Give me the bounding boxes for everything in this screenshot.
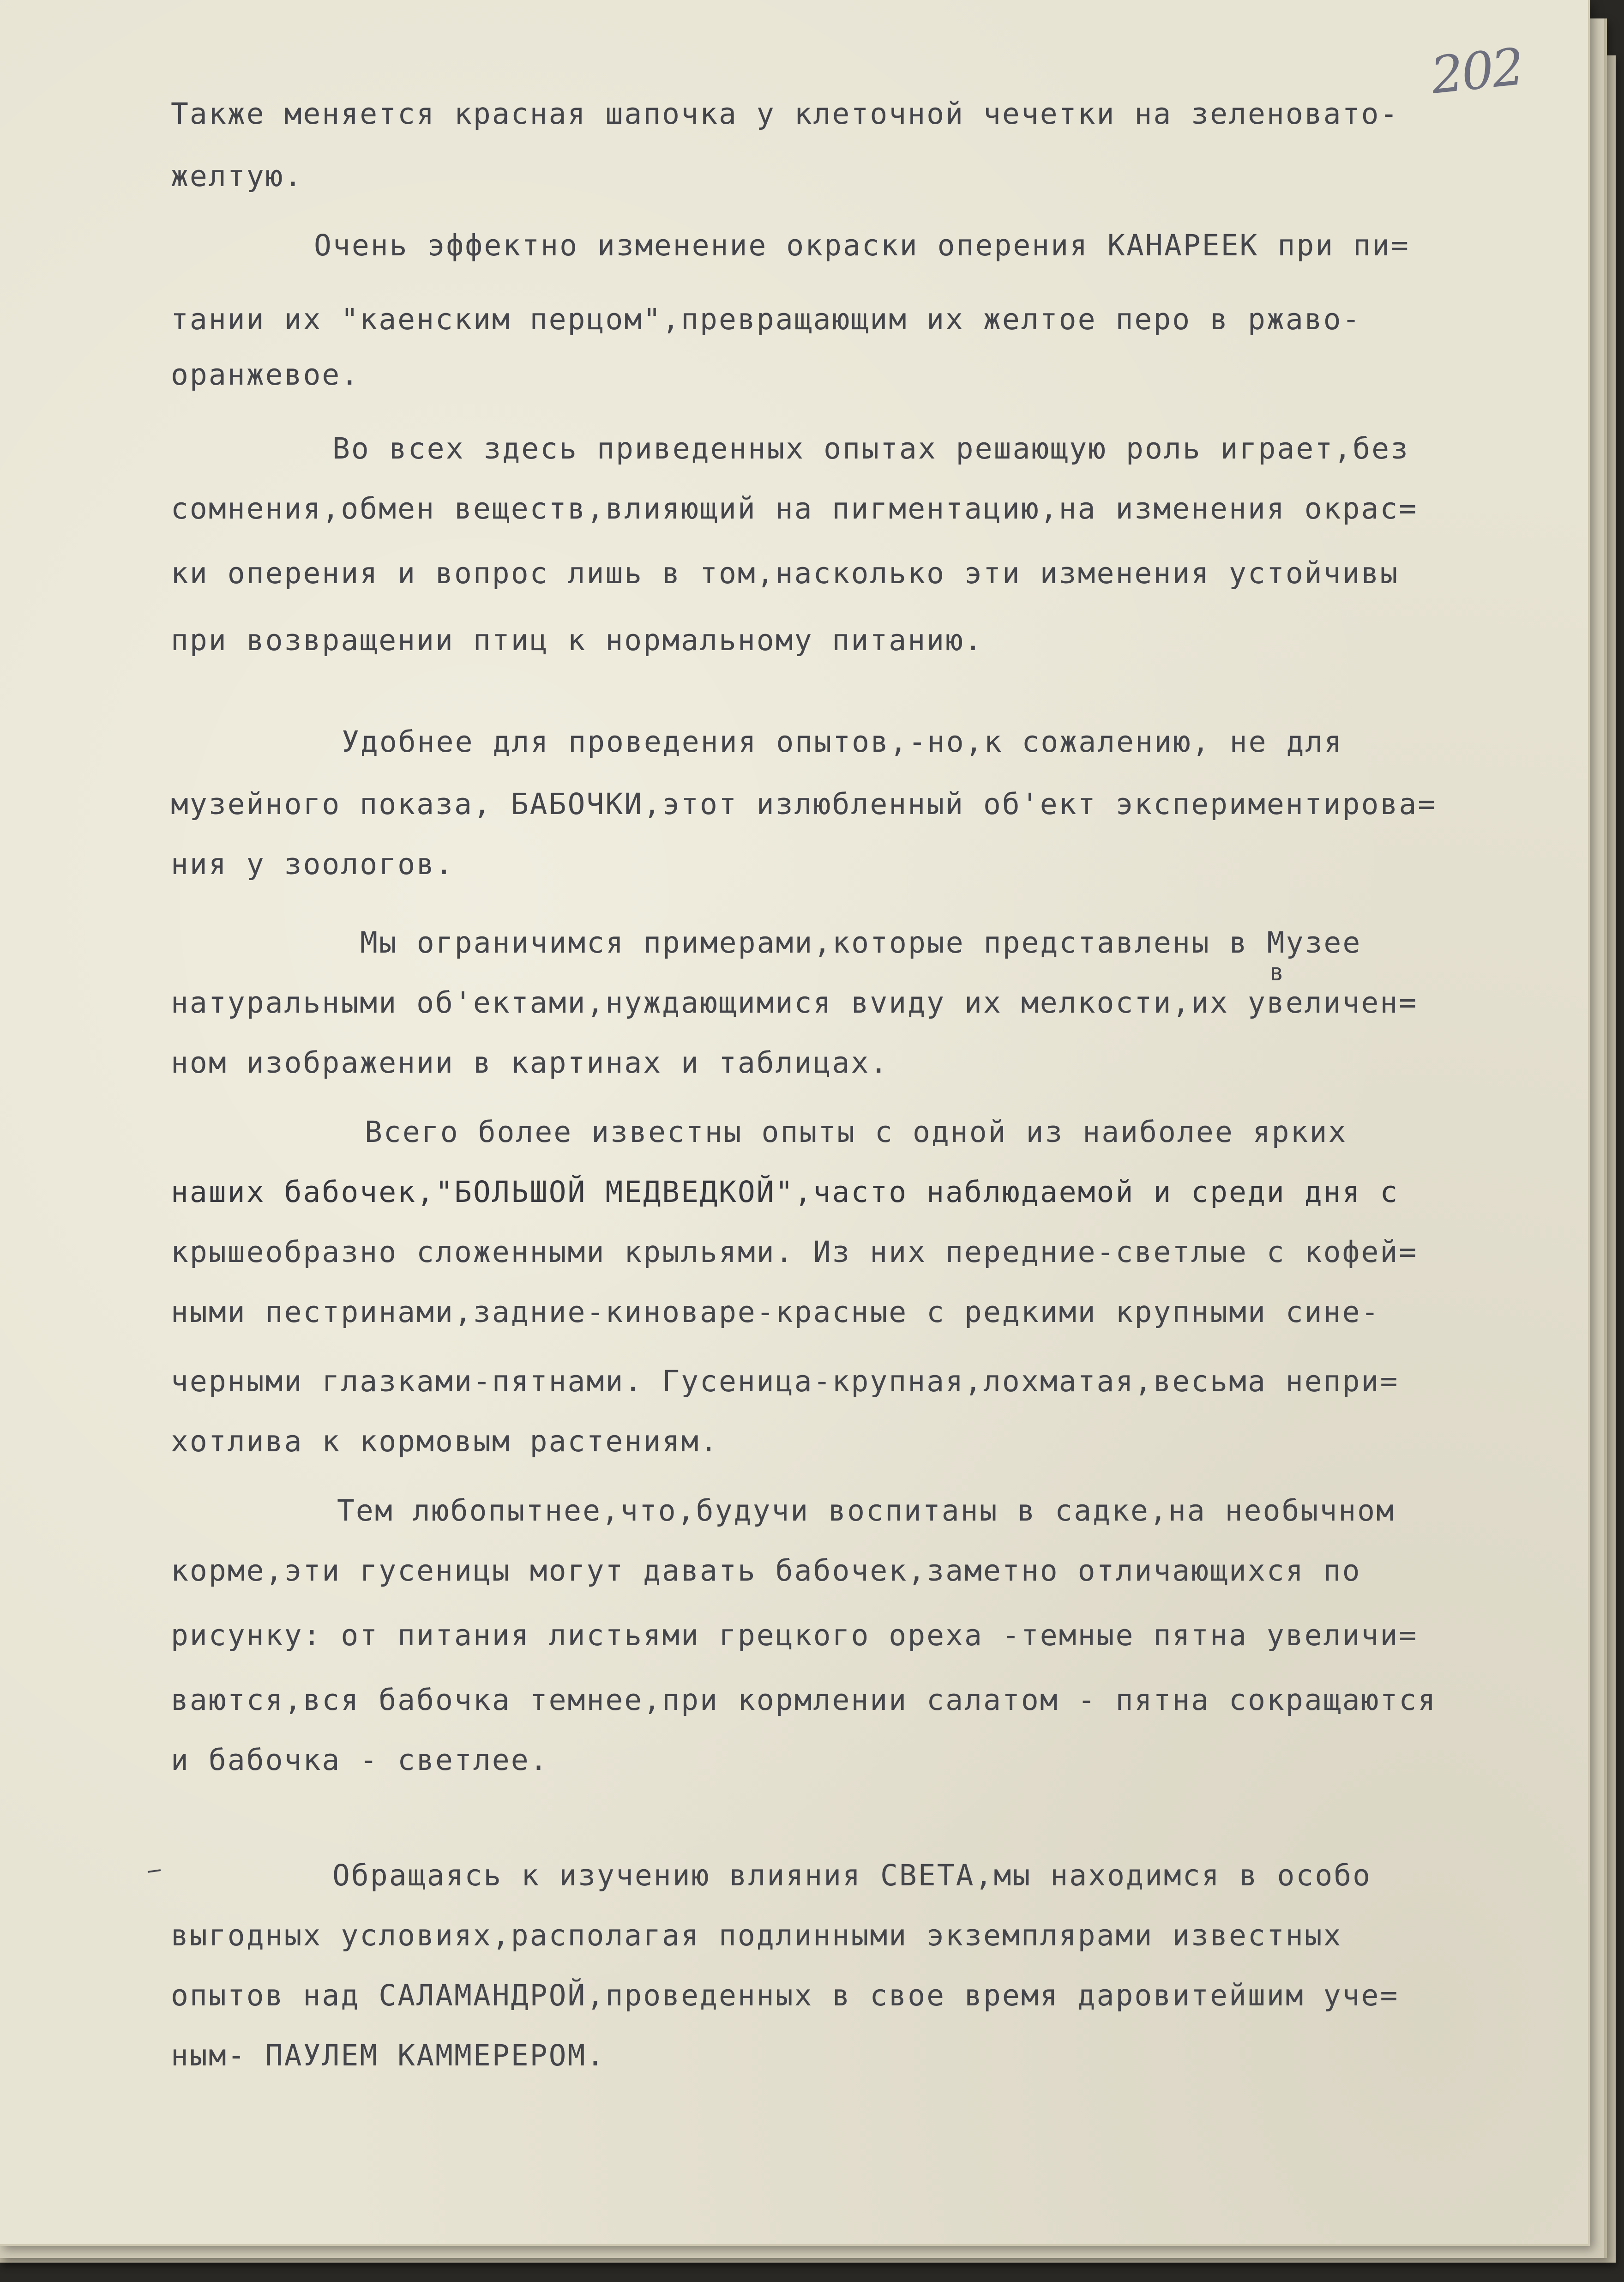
- text-line: при возвращении птиц к нормальному питанию.: [171, 623, 983, 657]
- text-line: ки оперения и вопрос лишь в том,насколько эти изменения устойчивы: [171, 556, 1399, 590]
- page-number: 202: [1428, 37, 1526, 105]
- text-line: желтую.: [171, 159, 303, 193]
- handwritten-insertion: в: [1269, 959, 1286, 986]
- text-line: Мы ограничимся примерами,которые представлены в Музее: [360, 926, 1362, 960]
- text-line: корме,эти гусеницы могут давать бабочек,заметно отличающихся по: [171, 1554, 1361, 1588]
- text-line: тании их "каенским перцом",превращающим их желтое перо в ржаво-: [171, 302, 1361, 336]
- text-line: ном изображении в картинах и таблицах.: [171, 1046, 889, 1080]
- text-line: крышеобразно сложенными крыльями. Из них передние-светлые с кофей=: [171, 1235, 1418, 1269]
- text-line: натуральными об'ектами,нуждающимися вvиду их мелкости,их увеличен=: [171, 986, 1418, 1020]
- text-line: ваются,вся бабочка темнее,при кормлении салатом - пятна сокращаются: [171, 1683, 1437, 1717]
- text-line: хотлива к кормовым растениям.: [171, 1425, 719, 1458]
- text-line: музейного показа, БАБОЧКИ,этот излюбленный об'ект экспериментирова=: [171, 787, 1437, 821]
- text-line: Обращаясь к изучению влияния СВЕТА,мы находимся в особо: [332, 1859, 1372, 1892]
- text-line: выгодных условиях,располагая подлинными экземплярами известных: [171, 1919, 1342, 1952]
- text-line: Удобнее для проведения опытов,-но,к сожалению, не для: [342, 725, 1343, 759]
- text-line: ния у зоологов.: [171, 847, 454, 881]
- text-line: ными пестринами,задние-киноваре-красные с редкими крупными сине-: [171, 1295, 1380, 1329]
- text-line: наших бабочек,"БОЛЬШОЙ МЕДВЕДКОЙ",часто наблюдаемой и среди дня с: [171, 1175, 1399, 1209]
- text-line: Очень эффектно изменение окраски оперения КАНАРЕЕК при пи=: [314, 229, 1410, 262]
- text-line: Всего более известны опыты с одной из наиболее ярких: [365, 1115, 1347, 1149]
- text-line: опытов над САЛАМАНДРОЙ,проведенных в свое время даровитейшим уче=: [171, 1979, 1399, 2012]
- text-line: оранжевое.: [171, 358, 360, 392]
- text-line: черными глазками-пятнами. Гусеница-крупная,лохматая,весьма непри=: [171, 1364, 1399, 1398]
- text-line: Также меняется красная шапочка у клеточной чечетки на зеленовато-: [171, 97, 1399, 131]
- text-line: сомнения,обмен веществ,влияющий на пигментацию,на изменения окрас=: [171, 492, 1418, 525]
- text-line: рисунку: от питания листьями грецкого ореха -темные пятна увеличи=: [171, 1618, 1418, 1652]
- text-line: и бабочка - светлее.: [171, 1743, 549, 1777]
- text-line: ным- ПАУЛЕМ КАММЕРЕРОМ.: [171, 2039, 606, 2072]
- text-line: Тем любопытнее,что,будучи воспитаны в садке,на необычном: [337, 1494, 1395, 1527]
- text-line: Во всех здесь приведенных опытах решающую роль играет,без: [332, 432, 1409, 465]
